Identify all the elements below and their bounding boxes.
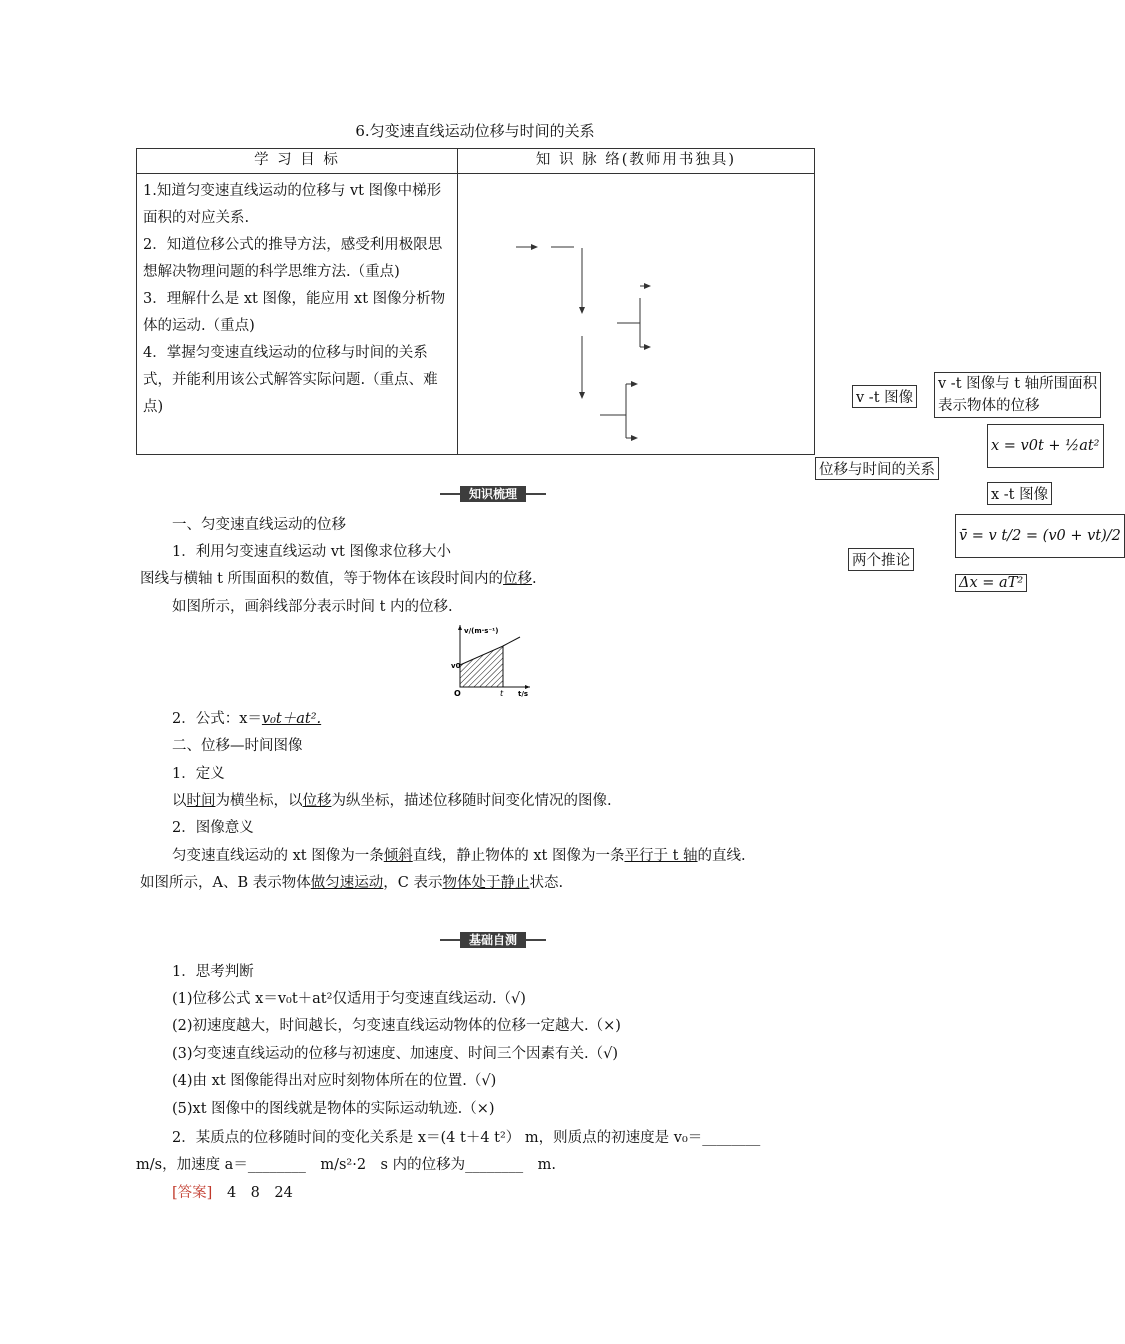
goals-cell <box>137 174 458 455</box>
goal-item: 2．知道位移公式的推导方法，感受利用极限思想解决物理问题的科学思维方法.（重点) <box>143 237 443 280</box>
corollary-node: 两个推论 <box>848 548 914 571</box>
paragraph: 匀变速直线运动的 xt 图像为一条倾斜直线，静止物体的 xt 图像为一条平行于 t 轴的直线. <box>172 848 746 864</box>
knowledge-map-lines <box>458 174 815 454</box>
displacement-formula-node: x = v0t + ½at² <box>987 424 1104 468</box>
section-tag-label: 基础自测 <box>460 932 526 948</box>
answer-values: 4 8 24 <box>226 1185 293 1201</box>
formula-line: 2．公式：x＝v₀t＋at². <box>172 711 322 727</box>
graph-t: t <box>500 689 504 698</box>
paragraph: 以时间为横坐标，以位移为纵坐标，描述位移随时间变化情况的图像. <box>172 793 612 809</box>
paragraph: 图线与横轴 t 所围面积的数值，等于物体在该段时间内的位移. <box>140 571 537 587</box>
vt-description-node: v -t 图像与 t 轴所围面积 表示物体的位移 <box>934 372 1101 418</box>
average-velocity-node: v̄ = v t/2 = (v0 + vt)/2 <box>955 514 1125 558</box>
heading-displacement: 一、匀变速直线运动的位移 <box>172 517 346 533</box>
goal-item: 3．理解什么是 xt 图像，能应用 xt 图像分析物体的运动.（重点) <box>143 291 446 334</box>
paragraph: 如图所示，画斜线部分表示时间 t 内的位移. <box>172 599 453 615</box>
judgement-item: (1)位移公式 x＝v₀t＋at²仅适用于匀变速直线运动.（√) <box>172 991 526 1007</box>
paragraph: 2．图像意义 <box>172 820 254 836</box>
graph-origin: O <box>454 689 461 698</box>
question-2: 2．某质点的位移随时间的变化关系是 x＝(4 t＋4 t²） m，则质点的初速度是 v₀＝________ <box>172 1130 761 1146</box>
answer-line <box>172 1181 293 1202</box>
question-2-continued: m/s，加速度 a＝________ m/s²·2 s 内的位移为________ m. <box>136 1157 556 1173</box>
paragraph: 1．定义 <box>172 766 225 782</box>
section-tag-label: 知识梳理 <box>460 486 526 502</box>
vt-graph-node: v -t 图像 <box>852 385 917 408</box>
question-heading: 1．思考判断 <box>172 964 254 980</box>
judgement-item: (4)由 xt 图像能得出对应时刻物体所在的位置.（√) <box>172 1073 497 1089</box>
goal-item: 4．掌握匀变速直线运动的位移与时间的关系式，并能利用该公式解答实际问题.（重点、难点) <box>143 345 438 415</box>
graph-ylabel: v/(m·s⁻¹) <box>464 627 499 635</box>
section-tag-knowledge <box>440 486 546 502</box>
vt-graph-figure <box>448 622 538 698</box>
knowledge-map-header: 知 识 脉 络(教师用书独具) <box>458 149 815 174</box>
heading-xt-graph: 二、位移—时间图像 <box>172 738 303 754</box>
relation-node: 位移与时间的关系 <box>815 457 939 480</box>
paragraph: 如图所示，A、B 表示物体做匀速运动，C 表示物体处于静止状态. <box>140 875 564 891</box>
judgement-item: (3)匀变速直线运动的位移与初速度、加速度、时间三个因素有关.（√) <box>172 1046 619 1062</box>
section-tag-self-test <box>440 932 546 948</box>
page-title: 6.匀变速直线运动位移与时间的关系 <box>355 122 595 140</box>
xt-graph-node: x -t 图像 <box>987 482 1052 505</box>
judgement-item: (2)初速度越大，时间越长，匀变速直线运动物体的位移一定越大.（×) <box>172 1018 621 1034</box>
judgement-item: (5)xt 图像中的图线就是物体的实际运动轨迹.（×) <box>172 1101 495 1117</box>
graph-xlabel: t/s <box>518 690 529 698</box>
paragraph: 1．利用匀变速直线运动 vt 图像求位移大小 <box>172 544 451 560</box>
goals-header: 学 习 目 标 <box>137 149 458 174</box>
answer-tag: [答案] <box>172 1185 213 1201</box>
delta-x-node: Δx = aT² <box>955 574 1027 592</box>
goal-item: 1.知道匀变速直线运动的位移与 vt 图像中梯形面积的对应关系. <box>143 183 442 226</box>
graph-v0: v0 <box>451 662 461 670</box>
